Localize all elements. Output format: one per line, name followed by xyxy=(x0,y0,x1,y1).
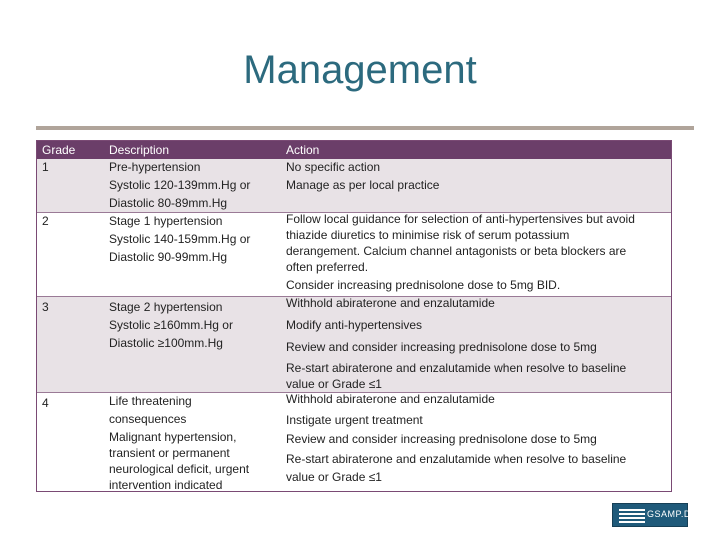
action-line: Manage as per local practice xyxy=(286,178,440,192)
logo-text: GSAMP.DE xyxy=(647,509,698,519)
action-line: Review and consider increasing prednisolone dose to 5mg xyxy=(286,432,597,446)
logo-stripes-icon xyxy=(619,509,645,523)
table-row xyxy=(37,393,671,491)
grade-cell: 3 xyxy=(42,300,49,314)
description-line: Life threatening xyxy=(109,394,192,408)
action-line: Re-start abiraterone and enzalutamide when resolve to baseline xyxy=(286,361,627,375)
action-line: Withhold abiraterone and enzalutamide xyxy=(286,296,495,310)
header-action: Action xyxy=(286,143,320,157)
action-line: value or Grade ≤1 xyxy=(286,377,382,391)
header-grade: Grade xyxy=(42,143,76,157)
description-line: intervention indicated xyxy=(109,478,223,492)
action-line: Modify anti-hypertensives xyxy=(286,318,423,332)
management-table xyxy=(36,140,672,492)
header-description: Description xyxy=(109,143,170,157)
description-line: Diastolic 80-89mm.Hg xyxy=(109,196,228,210)
description-line: consequences xyxy=(109,412,187,426)
logo xyxy=(612,503,698,527)
description-line: neurological deficit, urgent xyxy=(109,462,250,476)
grade-cell: 4 xyxy=(42,396,49,410)
action-line: Consider increasing prednisolone dose to 5mg BID. xyxy=(286,278,561,292)
action-line: Follow local guidance for selection of anti-hypertensives but avoid xyxy=(286,212,635,226)
grade-cell: 1 xyxy=(42,160,49,174)
description-line: Stage 1 hypertension xyxy=(109,214,223,228)
description-line: Diastolic ≥100mm.Hg xyxy=(109,336,223,350)
description-line: Pre-hypertension xyxy=(109,160,201,174)
table-header-row xyxy=(37,141,671,159)
table-row xyxy=(37,159,671,213)
description-line: Systolic ≥160mm.Hg or xyxy=(109,318,233,332)
action-line: Review and consider increasing prednisolone dose to 5mg xyxy=(286,340,597,354)
action-line: derangement. Calcium channel antagonists or beta blockers are xyxy=(286,244,627,258)
page-title: Management xyxy=(243,48,477,92)
action-line: Re-start abiraterone and enzalutamide when resolve to baseline xyxy=(286,452,627,466)
action-line: often preferred. xyxy=(286,260,369,274)
action-line: value or Grade ≤1 xyxy=(286,470,382,484)
action-line: thiazide diuretics to minimise risk of serum potassium xyxy=(286,228,570,242)
description-line: Systolic 120-139mm.Hg or xyxy=(109,178,251,192)
table-row xyxy=(37,278,671,393)
description-line: transient or permanent xyxy=(109,446,230,460)
grade-cell: 2 xyxy=(42,214,49,228)
description-line: Diastolic 90-99mm.Hg xyxy=(109,250,228,264)
title-divider xyxy=(36,126,694,130)
action-line: Instigate urgent treatment xyxy=(286,413,423,427)
description-line: Systolic 140-159mm.Hg or xyxy=(109,232,251,246)
action-line: Withhold abiraterone and enzalutamide xyxy=(286,392,495,406)
description-line: Stage 2 hypertension xyxy=(109,300,223,314)
action-line: No specific action xyxy=(286,160,381,174)
description-line: Malignant hypertension, xyxy=(109,430,237,444)
